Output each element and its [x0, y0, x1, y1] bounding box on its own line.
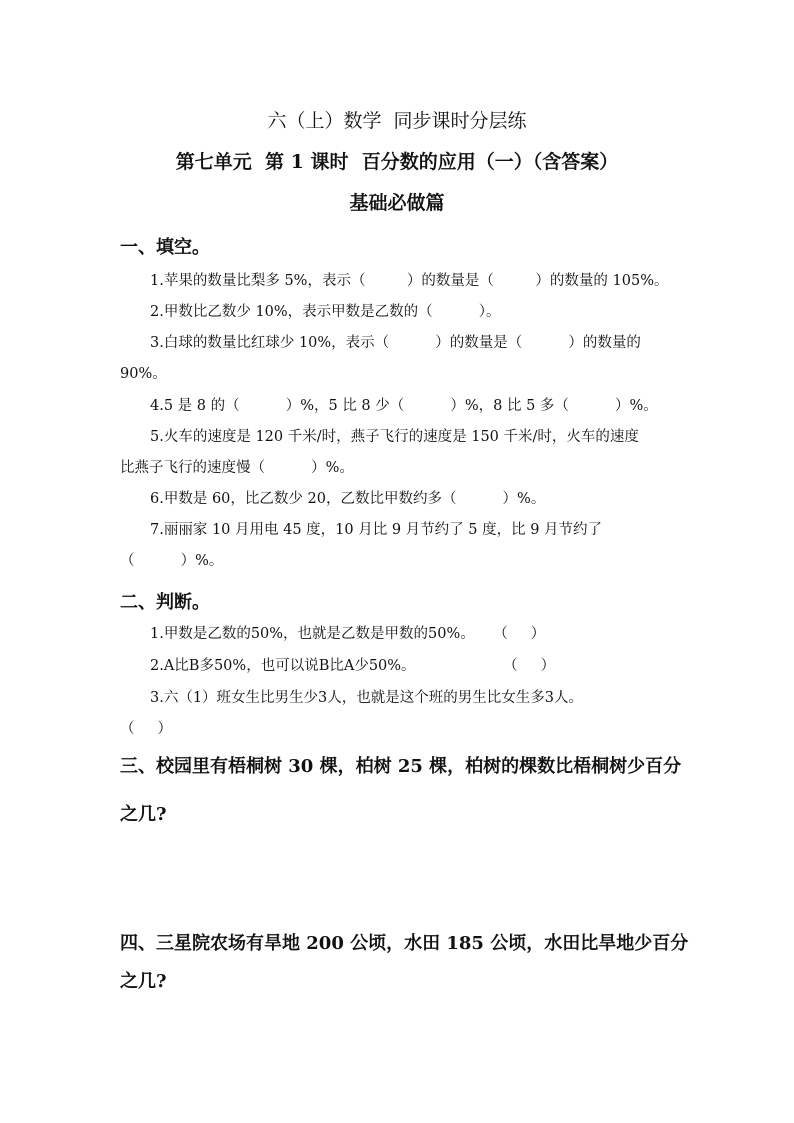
judge-item: 3.六（1）班女生比男生少3人，也就是这个班的男生比女生多3人。	[150, 690, 584, 706]
fill-blank-item: 4.5 是 8 的（ ）%，5 比 8 少（ ）%，8 比 5 多（ ）%。	[150, 398, 658, 414]
problem-4-line2: 之几?	[120, 971, 167, 992]
fill-blank-heading: 一、填空。	[120, 237, 210, 258]
fill-blank-item: 1.苹果的数量比梨多 5%，表示（ ）的数量是（ ）的数量的 105%。	[150, 273, 669, 289]
fill-blank-item: 7.丽丽家 10 月用电 45 度，10 月比 9 月节约了 5 度，比 9 月节约了	[150, 522, 603, 538]
problem-3-line1: 三、校园里有梧桐树 30 棵，柏树 25 棵，柏树的棵数比梧桐树少百分	[120, 756, 682, 777]
fill-blank-item: 5.火车的速度是 120 千米/时，燕子飞行的速度是 150 千米/时，火车的速度	[150, 429, 639, 445]
problem-4-line1: 四、三星院农场有旱地 200 公顷，水田 185 公顷，水田比旱地少百分	[120, 933, 689, 954]
level-heading: 基础必做篇	[349, 192, 445, 214]
problem-3-line2: 之几?	[120, 804, 167, 825]
fill-blank-item: 6.甲数是 60，比乙数少 20，乙数比甲数约多（ ）%。	[150, 491, 546, 507]
fill-blank-item: 3.白球的数量比红球少 10%，表示（ ）的数量是（ ）的数量的	[150, 335, 641, 351]
page-title: 六（上）数学 同步课时分层练	[267, 110, 527, 132]
judge-item: 1.甲数是乙数的50%，也就是乙数是甲数的50%。 （ ）	[150, 626, 546, 642]
judge-heading: 二、判断。	[120, 592, 210, 613]
fill-blank-item: 2.甲数比乙数少 10%，表示甲数是乙数的（ ）。	[150, 304, 501, 320]
fill-blank-item-continuation: 比燕子飞行的速度慢（ ）%。	[120, 460, 354, 476]
fill-blank-item-continuation: 90%。	[120, 366, 167, 382]
judge-item-continuation: （ ）	[120, 721, 173, 737]
lesson-subtitle: 第七单元 第 1 课时 百分数的应用（一）（含答案）	[175, 151, 619, 173]
judge-item: 2.A比B多50%，也可以说B比A少50%。 （ ）	[150, 658, 556, 674]
fill-blank-item-continuation: （ ）%。	[120, 553, 224, 569]
